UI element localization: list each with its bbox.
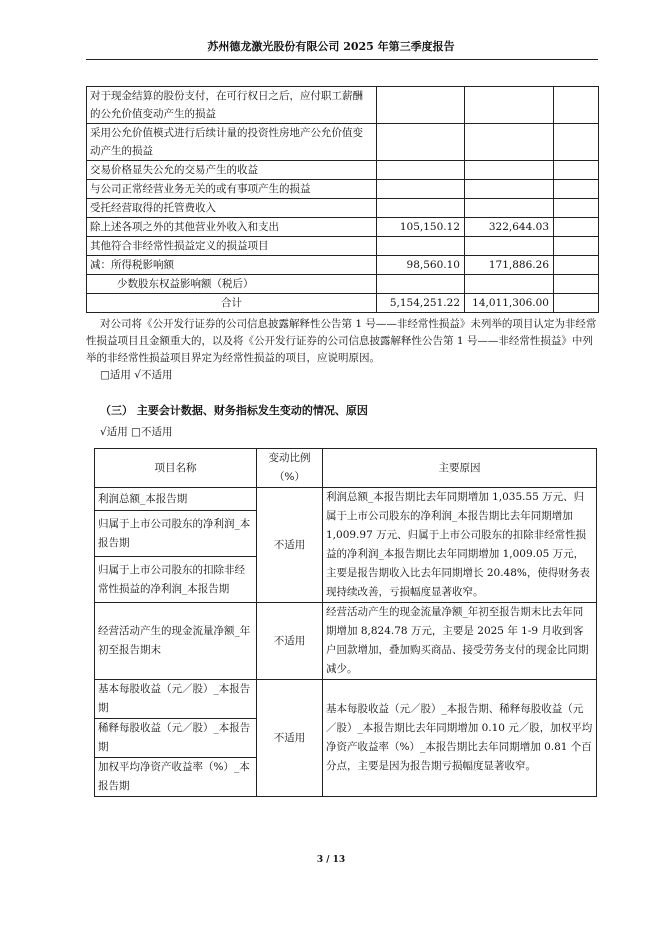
ytd-cell: 322,644.03: [465, 218, 554, 237]
note-cell: [554, 161, 599, 180]
ratio-cell: 不适用: [257, 680, 323, 797]
current-cell: [377, 87, 465, 124]
page-number: 3 / 13: [316, 855, 346, 865]
table-row: [87, 275, 599, 294]
note-cell: [554, 275, 599, 294]
ytd-cell: [465, 87, 554, 124]
item-cell: 经营活动产生的现金流量净额_年初至报告期末: [95, 603, 257, 680]
current-cell: [377, 237, 465, 256]
note-cell: [554, 180, 599, 199]
table-row: [87, 87, 599, 124]
item-cell: 受托经营取得的托管费收入: [87, 199, 377, 218]
table-row: [87, 199, 599, 218]
item-cell: 减：所得税影响额: [87, 256, 377, 275]
current-cell: [377, 124, 465, 161]
item-cell: 采用公允价值模式进行后续计量的投资性房地产公允价值变动产生的损益: [87, 124, 377, 161]
item-cell: 其他符合非经常性损益定义的损益项目: [87, 237, 377, 256]
section-title: （三） 主要会计数据、财务指标发生变动的情况、原因: [100, 404, 368, 417]
table-row: [95, 488, 597, 511]
current-cell: 98,560.10: [377, 256, 465, 275]
applicability-option: □适用 √不适用: [100, 369, 173, 381]
item-cell: 稀释每股收益（元／股）_本报告期: [95, 719, 257, 758]
current-cell: [377, 161, 465, 180]
header-reason: 主要原因: [323, 449, 597, 488]
current-cell: [377, 199, 465, 218]
ytd-cell: [465, 237, 554, 256]
note-cell: [554, 256, 599, 275]
reason-cell: 基本每股收益（元／股）_本报告期、稀释每股收益（元／股）_本报告期比去年同期增加 0.10 元／股，加权平均净资产收益率（%）_本报告期比去年同期增加 0.81 个百分点，主要是因为报告期亏损幅度显著收窄。: [323, 680, 597, 797]
current-cell: [377, 275, 465, 294]
explanation-paragraph: [86, 316, 598, 384]
note-cell: [554, 218, 599, 237]
current-cell: [377, 180, 465, 199]
ratio-cell: 不适用: [257, 488, 323, 603]
header-divider: [86, 59, 598, 60]
item-cell: 少数股东权益影响额（税后）: [87, 275, 377, 294]
header-item: 项目名称: [95, 449, 257, 488]
ratio-cell: 不适用: [257, 603, 323, 680]
section-applicability-option: √适用 □不适用: [100, 426, 173, 438]
reason-cell: 经营活动产生的现金流量净额_年初至报告期末比去年同期增加 8,824.78 万元，主要是 2025 年 1-9 月收到客户回款增加，叠加购买商品、接受劳务支付的现金比同期减少。: [323, 603, 597, 680]
item-cell: 交易价格显失公允的交易产生的收益: [87, 161, 377, 180]
ytd-cell: [465, 275, 554, 294]
header-ratio: 变动比例（%）: [257, 449, 323, 488]
header-row: [95, 449, 597, 488]
total-ytd: 14,011,306.00: [465, 294, 554, 313]
item-cell: 除上述各项之外的其他营业外收入和支出: [87, 218, 377, 237]
item-cell: 归属于上市公司股东的净利润_本报告期: [95, 511, 257, 557]
item-cell: 归属于上市公司股东的扣除非经常性损益的净利润_本报告期: [95, 557, 257, 603]
ytd-cell: [465, 161, 554, 180]
table-row: [87, 161, 599, 180]
table-row: [87, 124, 599, 161]
table-row: [95, 680, 597, 719]
change-reasons-table: [94, 448, 597, 797]
total-current: 5,154,251.22: [377, 294, 465, 313]
non-recurring-items-table: [86, 86, 599, 313]
ytd-cell: 171,886.26: [465, 256, 554, 275]
table-row: [87, 256, 599, 275]
table-row: [95, 603, 597, 680]
total-row: [87, 294, 599, 313]
note-cell: [554, 87, 599, 124]
item-cell: 基本每股收益（元／股）_本报告期: [95, 680, 257, 719]
item-cell: 加权平均净资产收益率（%）_本报告期: [95, 758, 257, 797]
table-row: [87, 218, 599, 237]
item-cell: 与公司正常经营业务无关的或有事项产生的损益: [87, 180, 377, 199]
ytd-cell: [465, 180, 554, 199]
ytd-cell: [465, 124, 554, 161]
page-header: 苏州德龙激光股份有限公司 2025 年第三季度报告: [207, 40, 455, 53]
current-cell: 105,150.12: [377, 218, 465, 237]
item-cell: 利润总额_本报告期: [95, 488, 257, 511]
table-row: [87, 237, 599, 256]
note-cell: [554, 124, 599, 161]
reason-cell: 利润总额_本报告期比去年同期增加 1,035.55 万元、归属于上市公司股东的净利润_本报告期比去年同期增加 1,009.97 万元、归属于上市公司股东的扣除非经常性损益的净利润_本报告期比去年同期增加 1,009.05 万元，主要是报告期收入比去年同期增长 20.48%，使得财务表现持续改善，亏损幅度显著收窄。: [323, 488, 597, 603]
note-cell: [554, 199, 599, 218]
item-cell: 对于现金结算的股份支付，在可行权日之后，应付职工薪酬的公允价值变动产生的损益: [87, 87, 377, 124]
note-cell: [554, 237, 599, 256]
total-label: 合计: [87, 294, 377, 313]
explanation-text: 对公司将《公开发行证券的公司信息披露解释性公告第 1 号——非经常性损益》未列举的项目认定为非经常性损益项目且金额重大的，以及将《公开发行证券的公司信息披露解释性公告第 1 号——非经常性损益》中列举的非经常性损益项目界定为经常性损益的项目，应说明原因。: [86, 318, 597, 364]
table-row: [87, 180, 599, 199]
ytd-cell: [465, 199, 554, 218]
note-cell: [554, 294, 599, 313]
